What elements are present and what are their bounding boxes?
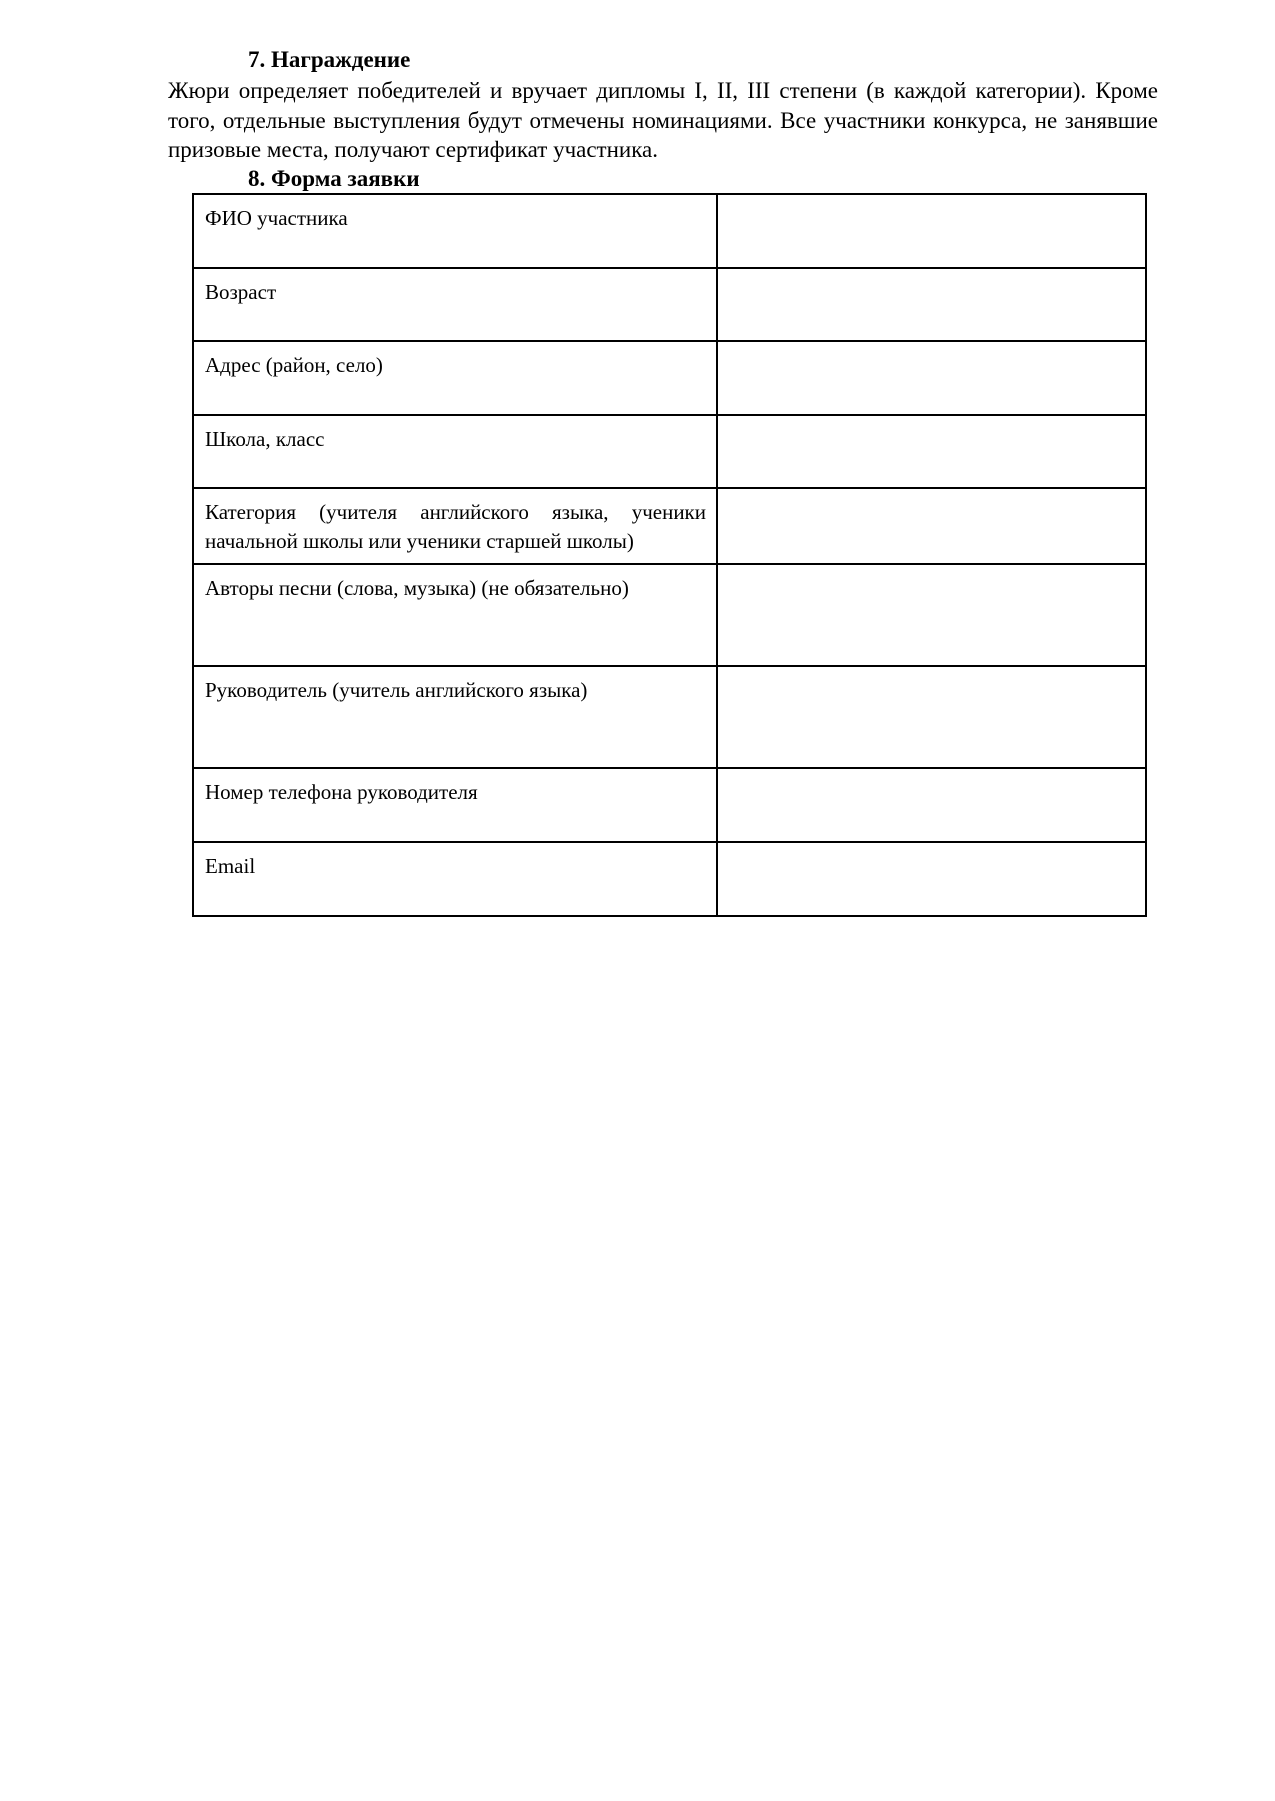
form-row-song-authors [193, 564, 1146, 666]
form-value-cell-email[interactable] [717, 842, 1146, 916]
form-row-supervisor-phone [193, 768, 1146, 842]
form-label-cell [193, 564, 717, 666]
form-label-address: Адрес (район, село) [205, 353, 383, 377]
section-7-heading: 7. Награждение [248, 47, 411, 72]
form-label-category: Категория (учителя английского языка, ученики начальной школы или ученики старшей школы) [205, 500, 706, 553]
form-label-cell [193, 842, 717, 916]
form-value-cell-supervisor-phone[interactable] [717, 768, 1146, 842]
application-form-table [192, 193, 1147, 917]
form-row-supervisor [193, 666, 1146, 768]
form-value-cell-age[interactable] [717, 268, 1146, 341]
form-label-cell [193, 415, 717, 488]
form-label-supervisor: Руководитель (учитель английского языка) [205, 678, 588, 702]
form-value-cell-school[interactable] [717, 415, 1146, 488]
section-8-heading: 8. Форма заявки [248, 166, 420, 191]
form-label-email: Email [205, 854, 256, 878]
form-label-cell [193, 768, 717, 842]
form-row-category [193, 488, 1146, 564]
form-label-song-authors: Авторы песни (слова, музыка) (не обязательно) [205, 576, 629, 600]
form-label-cell [193, 268, 717, 341]
form-label-cell [193, 341, 717, 415]
form-label-name: ФИО участника [205, 206, 348, 230]
form-value-cell-supervisor[interactable] [717, 666, 1146, 768]
form-row-age [193, 268, 1146, 341]
form-value-cell-name[interactable] [717, 194, 1146, 268]
form-row-school [193, 415, 1146, 488]
form-label-cell [193, 194, 717, 268]
form-value-cell-address[interactable] [717, 341, 1146, 415]
form-value-cell-category[interactable] [717, 488, 1146, 564]
form-label-age: Возраст [205, 280, 277, 304]
award-paragraph: Жюри определяет победителей и вручает дипломы I, II, III степени (в каждой категории). Кроме того, отдельные выступления будут отмечены номинациями. Все участники конкурса, не занявшие призовые места, получают сертификат участника. [168, 78, 1158, 162]
form-label-cell [193, 666, 717, 768]
form-value-cell-song-authors[interactable] [717, 564, 1146, 666]
form-label-school: Школа, класс [205, 427, 325, 451]
form-row-email [193, 842, 1146, 916]
form-row-name [193, 194, 1146, 268]
form-row-address [193, 341, 1146, 415]
form-label-cell [193, 488, 717, 564]
form-label-supervisor-phone: Номер телефона руководителя [205, 780, 478, 804]
